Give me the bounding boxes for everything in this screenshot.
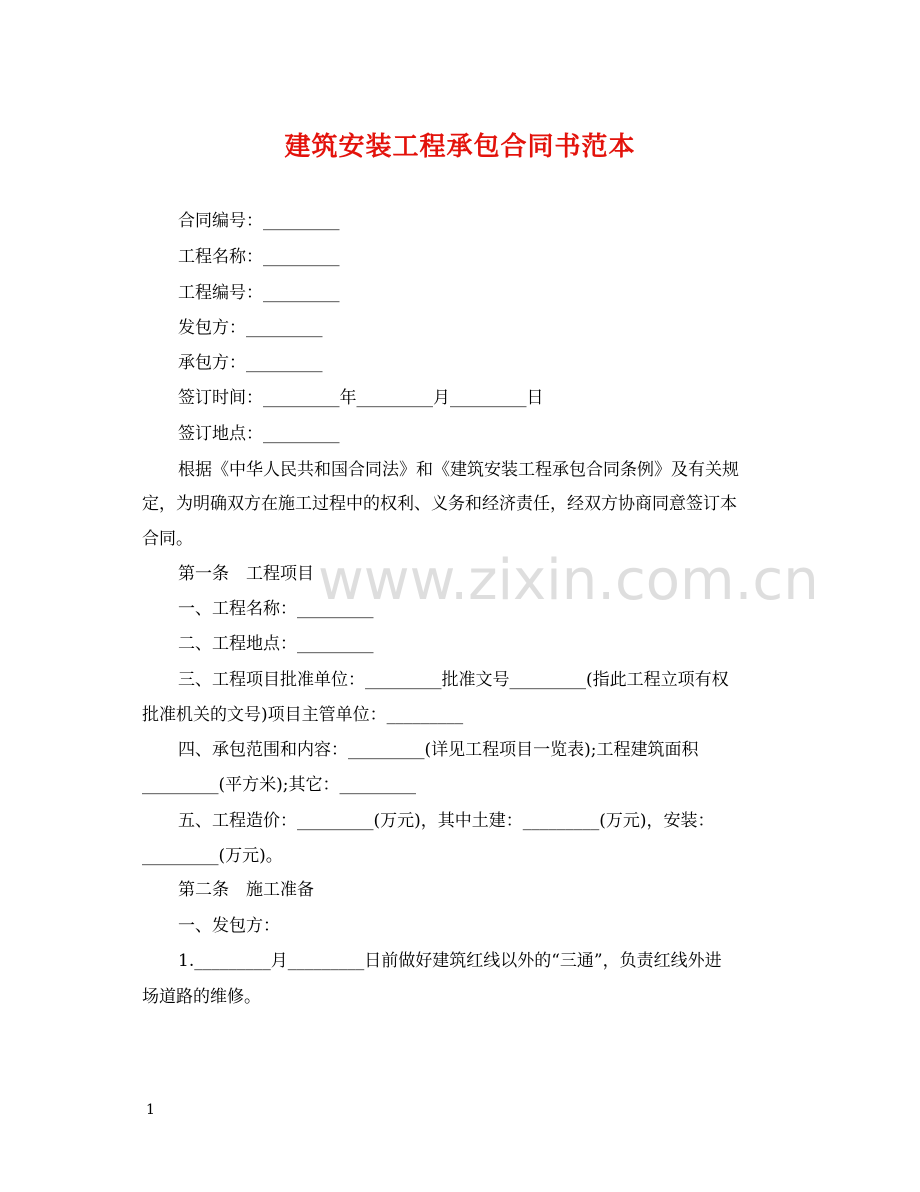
document-title: 建筑安装工程承包合同书范本 (284, 132, 636, 162)
signing-place-line: 签订地点：_________ (178, 424, 340, 444)
article-1-heading: 第一条 工程项目 (178, 564, 314, 584)
article-2-item-1: 一、发包方： (178, 916, 280, 936)
article-1-item-5-cont: _________(万元)。 (142, 846, 283, 866)
project-name-line: 工程名称：_________ (178, 247, 340, 267)
article-1-item-1: 一、工程名称：_________ (178, 599, 374, 619)
article-1-item-3: 三、工程项目批准单位：_________批准文号_________(指此工程立项有权 (178, 670, 729, 690)
article-1-item-3-cont: 批准机关的文号)项目主管单位：_________ (142, 705, 464, 725)
article-2-clause-1-cont: 场道路的维修。 (142, 987, 261, 1007)
article-2-clause-1: 1._________月_________日前做好建筑红线以外的“三通”，负责红线外进 (178, 951, 722, 971)
contract-number-line: 合同编号：_________ (178, 211, 340, 231)
contractor-line: 承包方：_________ (178, 353, 323, 373)
article-1-item-4-cont: _________(平方米);其它：_________ (142, 775, 416, 795)
preamble-line-1: 根据《中华人民共和国合同法》和《建筑安装工程承包合同条例》及有关规 (178, 460, 739, 480)
article-2-heading: 第二条 施工准备 (178, 880, 314, 900)
signing-date-line: 签订时间：_________年_________月_________日 (178, 388, 544, 408)
watermark: www.zixin.com.cn (318, 548, 819, 613)
employer-line: 发包方：_________ (178, 318, 323, 338)
project-number-line: 工程编号：_________ (178, 283, 340, 303)
article-1-item-2: 二、工程地点：_________ (178, 634, 374, 654)
page-number: 1 (146, 1102, 155, 1118)
preamble-line-3: 合同。 (142, 529, 193, 549)
article-1-item-5: 五、工程造价：_________(万元)，其中土建：_________(万元)，安装： (178, 811, 715, 831)
article-1-item-4: 四、承包范围和内容：_________(详见工程项目一览表);工程建筑面积 (178, 740, 699, 760)
preamble-line-2: 定，为明确双方在施工过程中的权利、义务和经济责任，经双方协商同意签订本 (142, 494, 737, 514)
